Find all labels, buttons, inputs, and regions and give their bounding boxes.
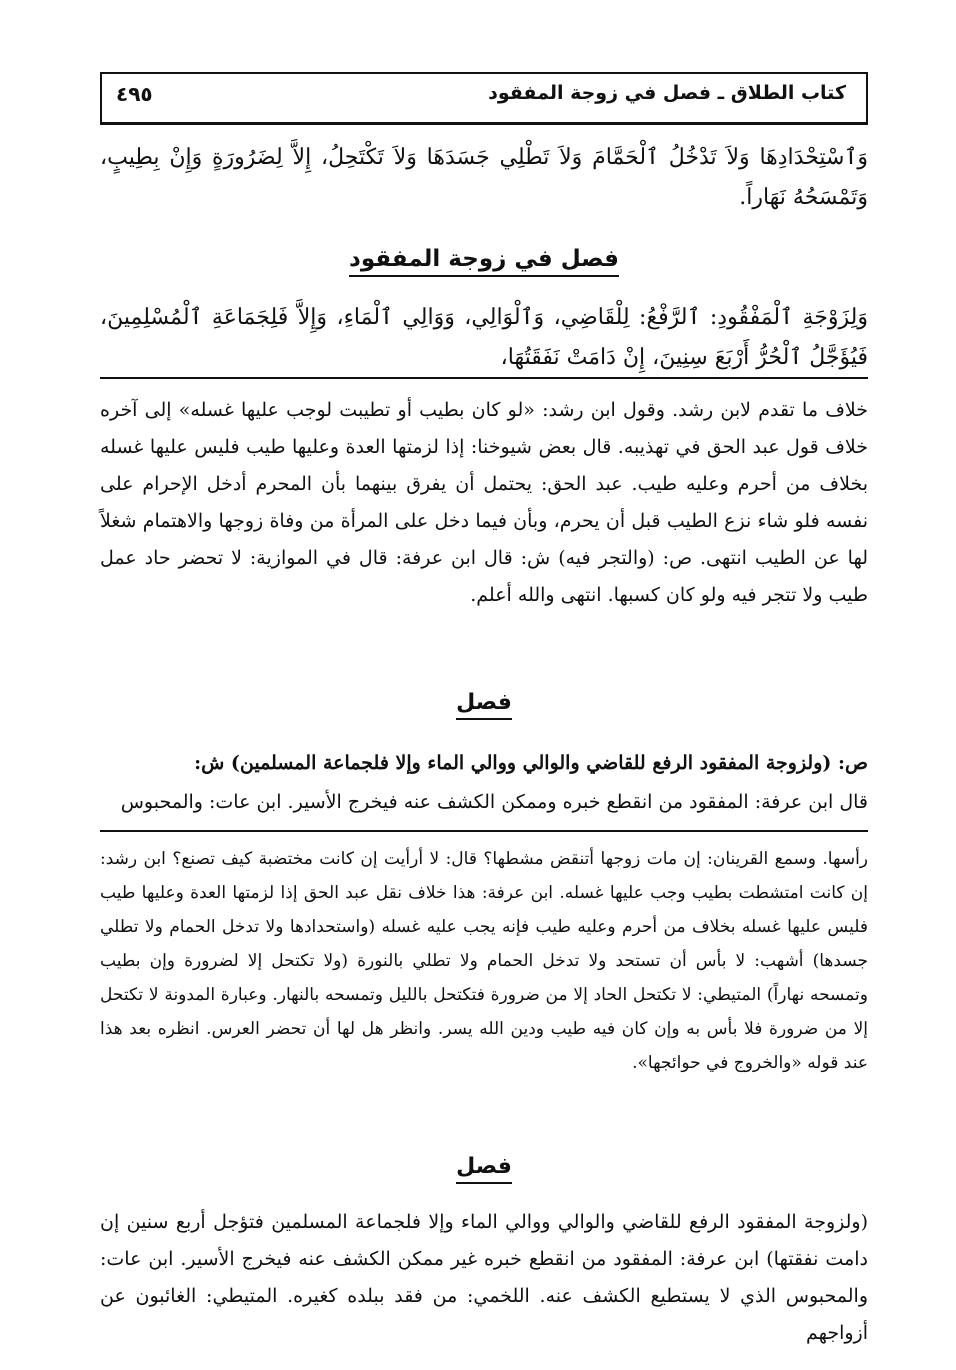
running-header-rule: [100, 122, 868, 125]
section-heading-fasl-2: [100, 1154, 868, 1179]
gloss-paragraph: رأسها. وسمع القرينان: إن مات زوجها أتنقض مشطها؟ قال: لا أرأيت إن كانت مختضبة كيف تصنع؟ ابن رشد: إن كانت امتشطت بطيب وجب عليها غسله. ابن عرفة: هذا خلاف نقل عبد الحق إذا لزمتها العدة وعليها طيب فليس عليها غسله بخلاف من أحرم وعليه طيب فإنه يجب عليه غسله (واستحدادها ولا تدخل الحمام ولا تطلي جسدها) أشهب: لا بأس أن تستحد ولا تدخل الحمام ولا تطلي بالنورة (ولا تكتحل إلا لضرورة وإن بطيب وتمسحه نهاراً) المتيطي: لا تكتحل الحاد إلا من ضرورة فتكتحل بالليل وتمسحه بالنهار. وعبارة المدونة لا تكتحل إلا من ضرورة فلا بأس به وإن كان فيه طيب ودين الله يسر. وانظر هل لها أن تحضر العرس. انظره بعد هذا عند قوله «والخروج في حوائجها».: [100, 849, 868, 1073]
section-heading-text: فصل: [456, 690, 512, 720]
section-heading-fasl: [100, 690, 868, 715]
section-heading-text: فصل: [456, 1154, 512, 1184]
section1-matn-text: وَلِزَوْجَةِ ٱلْمَفْقُودِ: ٱلرَّفْعُ: لِلْقَاضِي، وَٱلْوَالِي، وَوَالِي ٱلْمَاءِ، وَإِلاَّ فَلِجَمَاعَةِ ٱلْمُسْلِمِينَ، فَيُؤَجَّلُ ٱلْحُرُّ أَرْبَعَ سِنِينَ، إِنْ دَامَتْ نَفَقَتُهَا،: [100, 305, 868, 370]
commentary-paragraph: خلاف ما تقدم لابن رشد. وقول ابن رشد: «لو كان بطيب أو تطيبت لوجب عليها غسله» إلى آخره خلاف قول عبد الحق في تهذيبه. قال بعض شيوخنا: إذا لزمتها العدة وعليها طيب فليس عليها غسله بخلاف من أحرم وعليه طيب. عبد الحق: يحتمل أن يفرق بينهما بأن المحرم أدخل الإحرام على نفسه فلو شاء نزع الطيب قبل أن يحرم، وبأن فيما دخل على المرأة من وفاة زوجها والاهتمام شغلاً لها عن الطيب انتهى. ص: (والتجر فيه) ش: قال ابن عرفة: قال في الموازية: لا تحضر حاد عمل طيب ولا تتجر فيه ولو كان كسبها. انتهى والله أعلم.: [100, 399, 869, 606]
commentary-divider: [100, 377, 868, 379]
section2-quote-line: ص: (ولزوجة المفقود الرفع للقاضي والوالي ووالي الماء وإلا فلجماعة المسلمين) ش:: [194, 752, 868, 774]
section2-commentary-line: قال ابن عرفة: المفقود من انقطع خبره وممكن الكشف عنه فيخرج الأسير. ابن عات: والمحبوس: [120, 791, 868, 813]
running-header-title: كتاب الطلاق ـ فصل في زوجة المفقود: [488, 82, 846, 104]
footnote-divider: [100, 830, 868, 832]
section3-gloss-paragraph: (ولزوجة المفقود الرفع للقاضي والوالي ووالي الماء وإلا فلجماعة المسلمين فتؤجل أربع سنين إن دامت نفقتها) ابن عرفة: المفقود من انقطع خبره غير ممكن الكشف عنه فيخرج الأسير. ابن عات: والمحبوس الذي لا يستطيع الكشف عنه. اللخمي: من فقد ببلده كغيره. المتيطي: الغائبون عن أزواجهم: [100, 1211, 868, 1344]
section-heading-text: فصل في زوجة المفقود: [349, 246, 619, 277]
section-heading-missing-husband: [100, 246, 868, 272]
top-matn-text: وَٱسْتِحْدَادِهَا وَلاَ تَدْخُلُ ٱلْحَمَّامَ وَلاَ تَطْلِي جَسَدَهَا وَلاَ تَكْتَحِلُ، إِلاَّ لِضَرُورَةٍ وَإِنْ بِطِيبٍ، وَتَمْسَحُهُ نَهَاراً.: [100, 145, 868, 210]
page-number: ٤٩٥: [116, 82, 153, 106]
